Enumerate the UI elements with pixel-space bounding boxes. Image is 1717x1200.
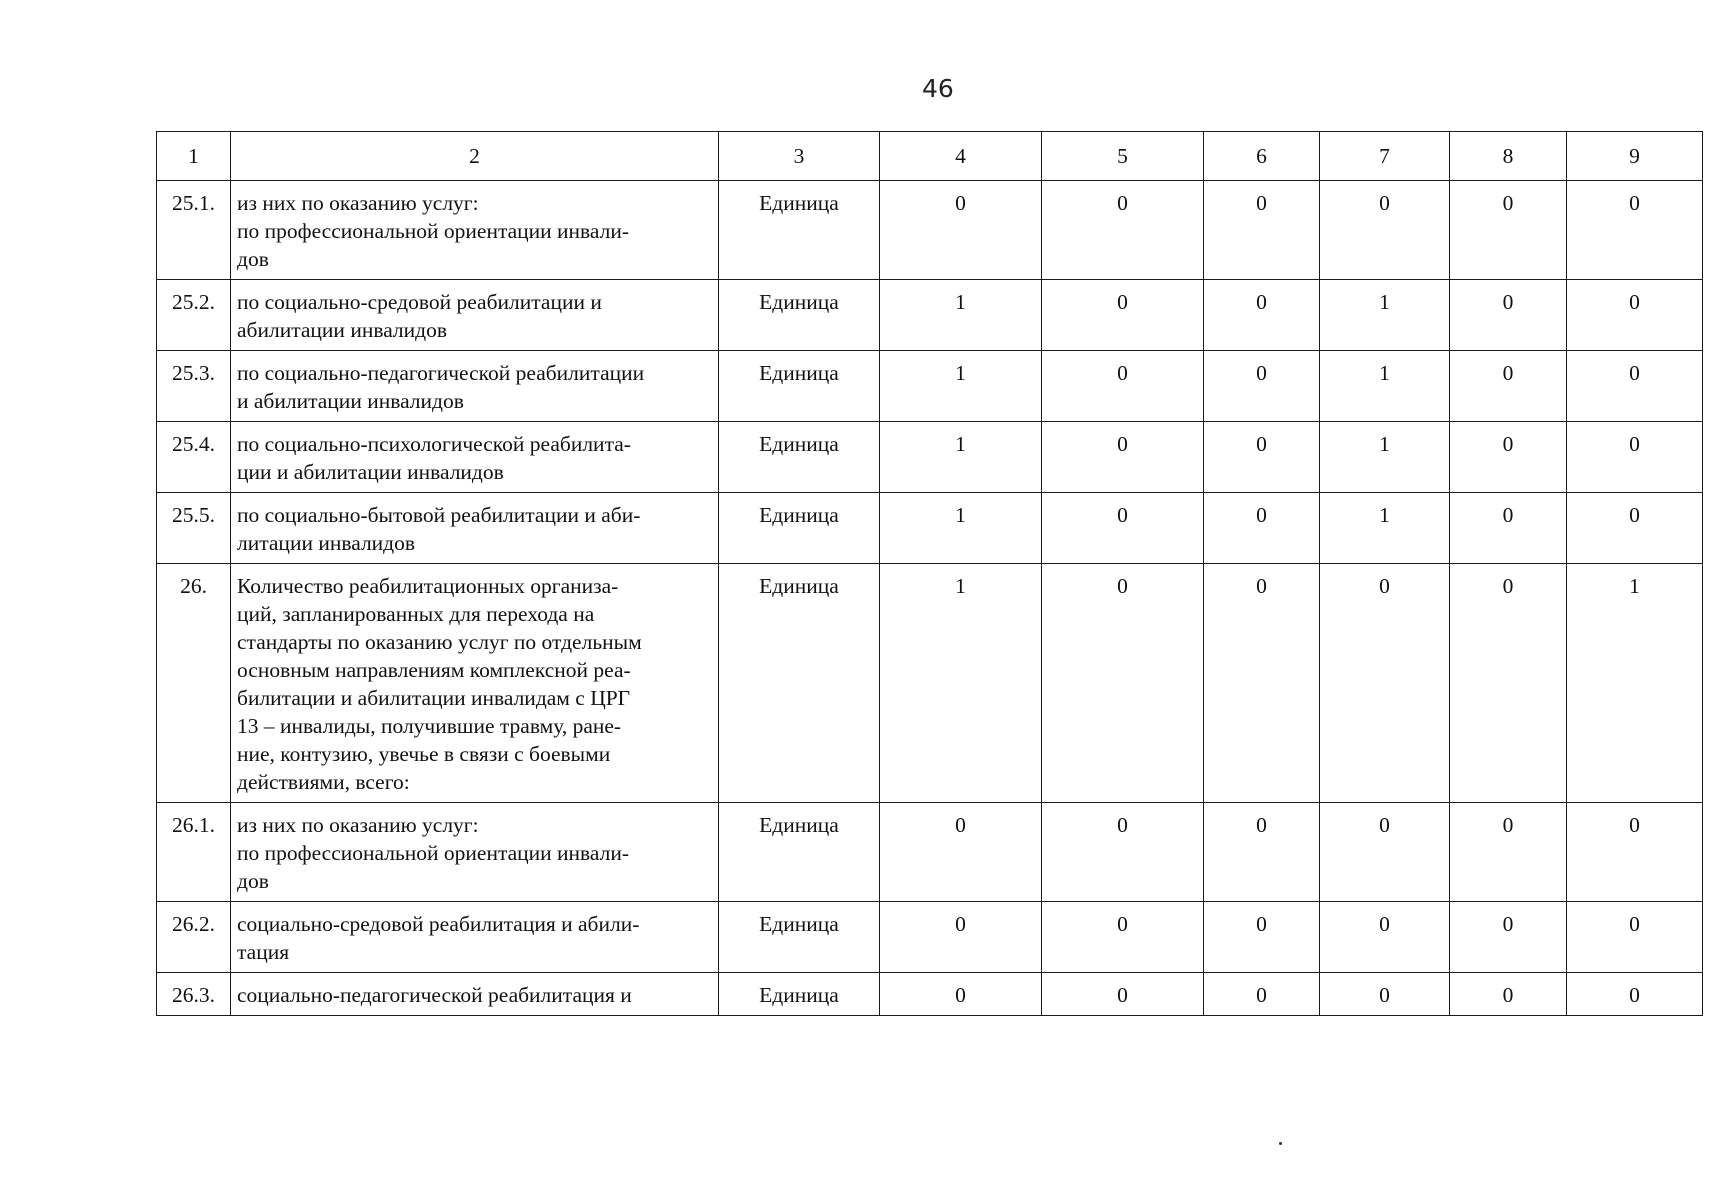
row-value-cell-col-7: 0: [1320, 803, 1450, 902]
row-value-cell-col-4: 0: [880, 973, 1042, 1016]
row-value-cell-col-9: 0: [1567, 973, 1703, 1016]
row-value-cell-col-8: 0: [1450, 564, 1567, 803]
row-value-cell-col-9: 0: [1567, 351, 1703, 422]
row-value-cell-col-4: 1: [880, 564, 1042, 803]
description-line: тация: [237, 940, 290, 964]
header-cell-col-9: 9: [1567, 132, 1703, 181]
row-value-cell-col-5: 0: [1042, 181, 1204, 280]
header-cell-col-4: 4: [880, 132, 1042, 181]
header-cell-col-5: 5: [1042, 132, 1204, 181]
row-number-cell: 26.3.: [157, 973, 231, 1016]
row-value-cell-col-4: 1: [880, 422, 1042, 493]
table-header-row: [157, 132, 1703, 181]
row-value-cell-col-5: 0: [1042, 351, 1204, 422]
row-value-cell-col-8: 0: [1450, 422, 1567, 493]
row-description-cell: [231, 973, 719, 1016]
description-line: дов: [237, 869, 269, 893]
row-unit-cell: Единица: [719, 280, 880, 351]
row-value-cell-col-9: 0: [1567, 422, 1703, 493]
row-description-cell: [231, 181, 719, 280]
row-number-cell: 26.: [157, 564, 231, 803]
row-value-cell-col-6: 0: [1204, 902, 1320, 973]
description-line: действиями, всего:: [237, 770, 410, 794]
row-number-cell: 25.3.: [157, 351, 231, 422]
row-value-cell-col-9: 0: [1567, 493, 1703, 564]
row-value-cell-col-7: 1: [1320, 422, 1450, 493]
row-value-cell-col-8: 0: [1450, 902, 1567, 973]
row-value-cell-col-6: 0: [1204, 973, 1320, 1016]
row-value-cell-col-7: 0: [1320, 973, 1450, 1016]
row-unit-cell: Единица: [719, 493, 880, 564]
row-description-cell: [231, 803, 719, 902]
row-value-cell-col-5: 0: [1042, 902, 1204, 973]
row-value-cell-col-9: 0: [1567, 902, 1703, 973]
row-value-cell-col-7: 1: [1320, 280, 1450, 351]
row-value-cell-col-6: 0: [1204, 493, 1320, 564]
row-value-cell-col-5: 0: [1042, 422, 1204, 493]
row-value-cell-col-7: 0: [1320, 564, 1450, 803]
row-value-cell-col-4: 1: [880, 280, 1042, 351]
row-value-cell-col-8: 0: [1450, 181, 1567, 280]
row-value-cell-col-5: 0: [1042, 280, 1204, 351]
description-line: социально-педагогической реабилитация и: [237, 983, 632, 1007]
description-line: по профессиональной ориентации инвали-: [237, 841, 630, 865]
row-number-cell: 26.2.: [157, 902, 231, 973]
description-line: ций, запланированных для перехода на: [237, 602, 595, 626]
row-unit-cell: Единица: [719, 902, 880, 973]
row-description-cell: [231, 351, 719, 422]
row-value-cell-col-9: 0: [1567, 181, 1703, 280]
description-line: по социально-бытовой реабилитации и аби-: [237, 503, 641, 527]
row-value-cell-col-4: 1: [880, 351, 1042, 422]
description-line: ции и абилитации инвалидов: [237, 460, 504, 484]
row-number-cell: 25.2.: [157, 280, 231, 351]
row-description-cell: [231, 422, 719, 493]
row-value-cell-col-5: 0: [1042, 564, 1204, 803]
row-value-cell-col-8: 0: [1450, 803, 1567, 902]
row-value-cell-col-4: 0: [880, 181, 1042, 280]
header-cell-col-6: 6: [1204, 132, 1320, 181]
table-body: [157, 132, 1703, 1016]
table-row: [157, 564, 1703, 803]
row-unit-cell: Единица: [719, 564, 880, 803]
table-row: [157, 351, 1703, 422]
row-number-cell: 25.4.: [157, 422, 231, 493]
row-value-cell-col-5: 0: [1042, 973, 1204, 1016]
description-line: билитации и абилитации инвалидам с ЦРГ: [237, 686, 631, 710]
description-line: социально-средовой реабилитация и абили-: [237, 912, 640, 936]
table-row: [157, 181, 1703, 280]
description-line: дов: [237, 247, 269, 271]
row-value-cell-col-7: 1: [1320, 351, 1450, 422]
table-row: [157, 280, 1703, 351]
table-row: [157, 493, 1703, 564]
row-value-cell-col-9: 0: [1567, 280, 1703, 351]
table-row: [157, 973, 1703, 1016]
row-unit-cell: Единица: [719, 181, 880, 280]
description-line: основным направлениям комплексной реа-: [237, 658, 631, 682]
row-value-cell-col-7: 0: [1320, 902, 1450, 973]
row-value-cell-col-7: 0: [1320, 181, 1450, 280]
row-number-cell: 26.1.: [157, 803, 231, 902]
description-line: и абилитации инвалидов: [237, 389, 464, 413]
row-value-cell-col-6: 0: [1204, 564, 1320, 803]
description-line: по социально-педагогической реабилитации: [237, 361, 645, 385]
description-line: из них по оказанию услуг:: [237, 191, 479, 215]
row-unit-cell: Единица: [719, 351, 880, 422]
row-value-cell-col-7: 1: [1320, 493, 1450, 564]
description-line: абилитации инвалидов: [237, 318, 448, 342]
row-value-cell-col-6: 0: [1204, 351, 1320, 422]
table-row: [157, 422, 1703, 493]
row-value-cell-col-6: 0: [1204, 181, 1320, 280]
description-line: Количество реабилитационных организа-: [237, 574, 619, 598]
row-value-cell-col-8: 0: [1450, 973, 1567, 1016]
header-cell-col-1: 1: [157, 132, 231, 181]
row-description-cell: [231, 564, 719, 803]
row-value-cell-col-5: 0: [1042, 803, 1204, 902]
row-value-cell-col-8: 0: [1450, 493, 1567, 564]
row-description-cell: [231, 902, 719, 973]
row-unit-cell: Единица: [719, 973, 880, 1016]
scan-artifact-dot: [1279, 1142, 1282, 1145]
row-value-cell-col-6: 0: [1204, 280, 1320, 351]
description-line: по профессиональной ориентации инвали-: [237, 219, 630, 243]
row-value-cell-col-6: 0: [1204, 803, 1320, 902]
row-value-cell-col-9: 0: [1567, 803, 1703, 902]
row-number-cell: 25.1.: [157, 181, 231, 280]
row-description-cell: [231, 280, 719, 351]
row-unit-cell: Единица: [719, 803, 880, 902]
row-value-cell-col-8: 0: [1450, 280, 1567, 351]
row-value-cell-col-9: 1: [1567, 564, 1703, 803]
row-value-cell-col-6: 0: [1204, 422, 1320, 493]
table-row: [157, 803, 1703, 902]
row-value-cell-col-4: 1: [880, 493, 1042, 564]
row-value-cell-col-4: 0: [880, 803, 1042, 902]
row-value-cell-col-4: 0: [880, 902, 1042, 973]
header-cell-col-3: 3: [719, 132, 880, 181]
description-line: по социально-психологической реабилита-: [237, 432, 631, 456]
row-unit-cell: Единица: [719, 422, 880, 493]
description-line: ние, контузию, увечье в связи с боевыми: [237, 742, 611, 766]
row-value-cell-col-8: 0: [1450, 351, 1567, 422]
header-cell-col-7: 7: [1320, 132, 1450, 181]
description-line: 13 – инвалиды, получившие травму, ране-: [237, 714, 622, 738]
row-number-cell: 25.5.: [157, 493, 231, 564]
header-cell-col-2: 2: [231, 132, 719, 181]
description-line: из них по оказанию услуг:: [237, 813, 479, 837]
page-number-text: 46: [922, 74, 954, 103]
description-line: стандарты по оказанию услуг по отдельным: [237, 630, 642, 654]
data-table: [156, 131, 1703, 1016]
row-description-cell: [231, 493, 719, 564]
description-line: литации инвалидов: [237, 531, 416, 555]
description-line: по социально-средовой реабилитации и: [237, 290, 602, 314]
header-cell-col-8: 8: [1450, 132, 1567, 181]
table-row: [157, 902, 1703, 973]
row-value-cell-col-5: 0: [1042, 493, 1204, 564]
